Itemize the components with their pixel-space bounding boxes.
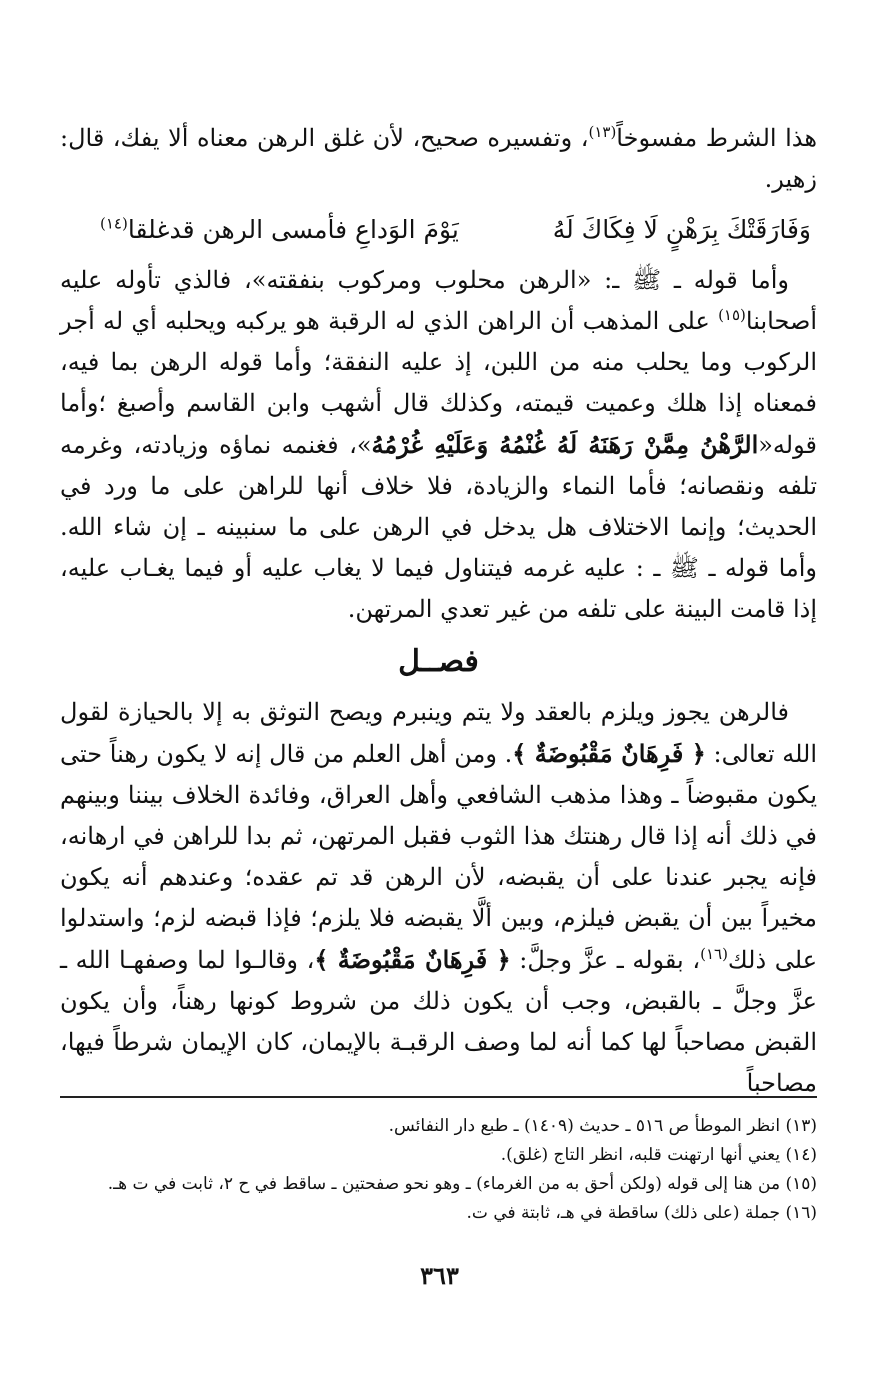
paragraph-3 — [60, 692, 817, 1104]
paragraph-3-text-c: ، بقوله ـ عزَّ وجلَّ: — [510, 946, 701, 974]
footnote-15: (١٥) من هنا إلى قوله (ولكن أحق به من الغرماء) ـ وهو نحو صفحتين ـ ساقط في ح ٢، ثابت في ت هـ. — [107, 1174, 817, 1194]
paragraph-1 — [60, 118, 817, 200]
footnote-ref-15: (١٥) — [718, 306, 746, 324]
paragraph-1-text-a: هذا الشرط مفسوخاً — [616, 124, 817, 152]
paragraph-3-text-a: فالرهن يجوز ويلزم بالعقد ولا يتم وينبرم ويصح التوثق به إلا بالحيازة لقول الله تعالى: — [60, 698, 817, 768]
quran-quote-2: ﴿ فَرِهَانٌ مَقْبُوضَةٌ ﴾ — [314, 945, 511, 974]
hadith-quote: الرَّهْنُ مِمَّنْ رَهَنَهُ لَهُ غُنْمُهُ وَعَلَيْهِ غُرْمُهُ — [371, 430, 759, 459]
footnote-divider — [60, 1096, 817, 1098]
footnote-13: (١٣) انظر الموطأ ص ٥١٦ ـ حديث (١٤٠٩) ـ طبع دار النفائس. — [388, 1116, 817, 1136]
footnote-ref-16: (١٦) — [700, 945, 728, 963]
paragraph-3-text-d: ، وقالـوا لما وصفهـا الله ـ عزَّ وجلَّ ـ بالقبض، وجب أن يكون ذلك من شروط كونها رهناً، وأن يكون القبض مصاحباً لها كما أنه لما وصف الرقبـة بالإيمان، كان الإيمان شرطاً فيها، مصاحباً — [60, 946, 817, 1097]
paragraph-1-text-b: ، وتفسيره صحيح، لأن غلق الرهن معناه ألا يفك، قال: زهير. — [60, 124, 817, 193]
verse-hemistich-2: يَوْمَ الوَداعِ فأمسى الرهن قدغلقا — [127, 215, 459, 244]
paragraph-3-text-b: . ومن أهل العلم من قال إنه لا يكون رهناً حتى يكون مقبوضاً ـ وهذا مذهب الشافعي وأهل العراق، وفائدة الخلاف بيننا وبينهم في ذلك أنه إذا قال رهنتك هذا الثوب فقبل المرتهن، ثم بدا للراهن في ارهانه، فإنه يجبر عندنا على أن يقبضه، لأن الرهن قد تم عقده؛ وعندهم أنه يكون مخيراً بين أن يقبض فيلزم، وبين ألَّا يقبضه فلا يلزم؛ فإذا قبضه لزم؛ واستدلوا على ذلك — [60, 740, 818, 974]
footnote-16: (١٦) جملة (على ذلك) ساقطة في هـ، ثابتة في ت. — [466, 1203, 817, 1223]
page-number: ٣٦٣ — [420, 1261, 459, 1290]
section-heading: فصــل — [398, 644, 479, 679]
poem-verse — [60, 200, 817, 260]
footnotes — [60, 1112, 817, 1228]
paragraph-2 — [60, 260, 817, 630]
paragraph-2-text-c: »، فغنمه نماؤه وزيادته، وغرمه تلفه ونقصانه؛ فأما النماء والزيادة، فلا خلاف أنها للراهن على ما ورد في الحديث؛ وإنما الاختلاف هل يدخل في الرهن على ما سنبينه ـ إن شاء الله. وأما قوله ـ ﷺ ـ : عليه غرمه فيتناول فيما لا يغاب عليه أو فيما يغـاب عليه، إذا قامت البينة على تلفه من غير تعدي المرتهن. — [60, 431, 817, 623]
main-text — [60, 118, 817, 1104]
quran-quote-1: ﴿ فَرِهَانٌ مَقْبُوضَةٌ ﴾ — [512, 739, 706, 768]
verse-hemistich-2-wrap — [100, 208, 459, 252]
paragraph-2-text-b: على المذهب أن الراهن الذي له الرقبة هو يركبه ويحلبه أي له أجر الركوب وما يحلب منه من اللبن، إذ عليه النفقة؛ وأما قوله الرهن بما فيه، فمعناه إذا هلك وعميت قيمته، وكذلك قال أشهب وابن القاسم وأصبغ ؛وأما قوله« — [60, 307, 817, 459]
paragraph-2-text-a: وأما قوله ـ ﷺ ـ: «الرهن محلوب ومركوب بنفقته»، فالذي تأوله عليه أصحابنا — [60, 266, 817, 335]
footnote-ref-14: (١٤) — [100, 214, 128, 233]
footnote-ref-13: (١٣) — [588, 123, 617, 141]
verse-hemistich-1: وَفَارَقَتْكَ بِرَهْنٍ لَا فِكَاكَ لَهُ — [552, 215, 811, 244]
footnote-14: (١٤) يعني أنها ارتهنت قلبه، انظر التاج (غلق). — [500, 1145, 817, 1165]
